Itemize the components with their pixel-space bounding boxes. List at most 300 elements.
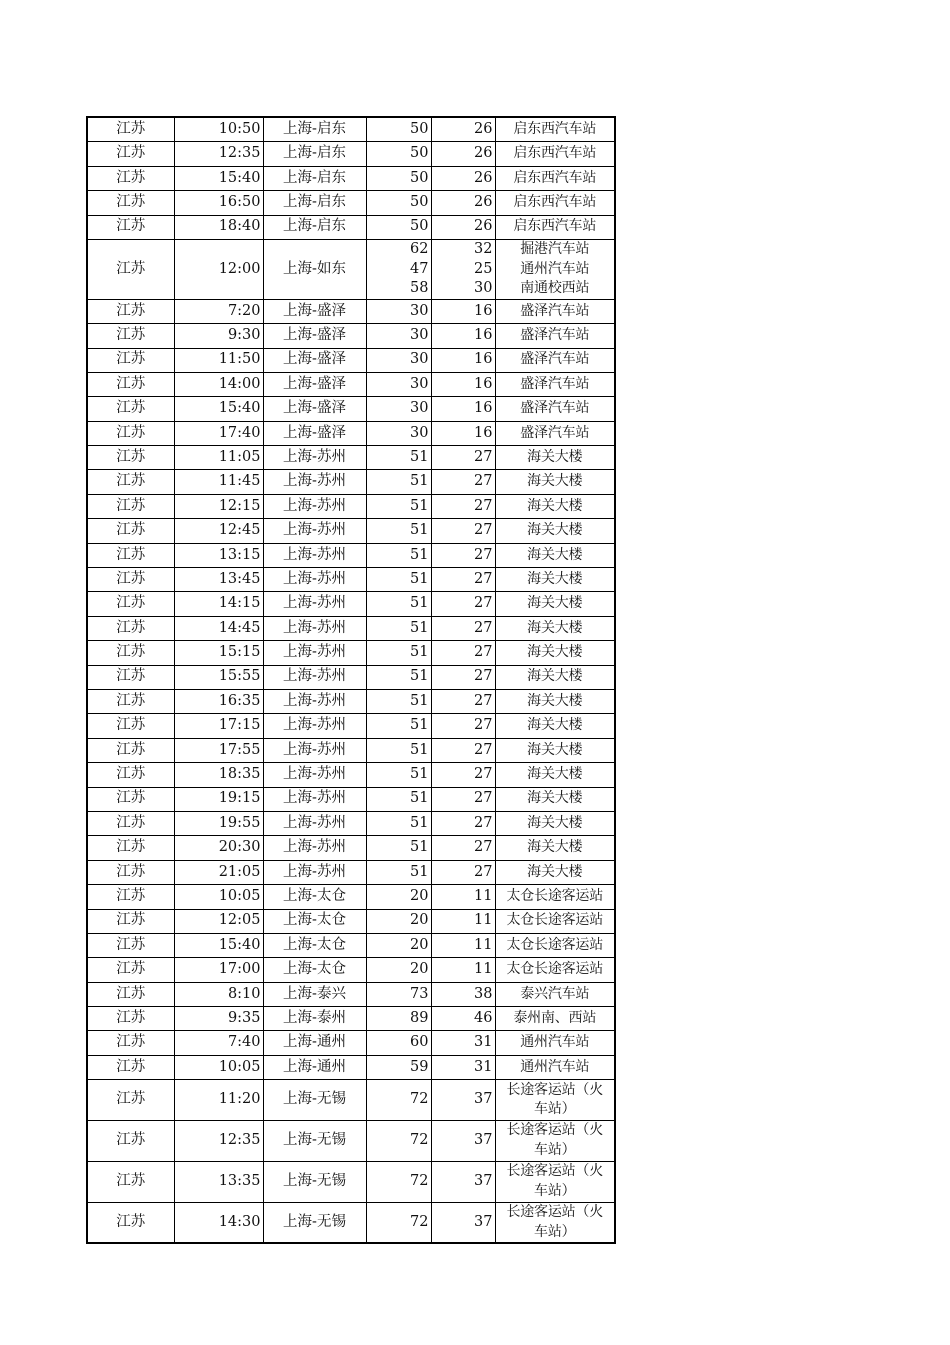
value-b-cell-line: 27	[474, 863, 493, 880]
value-a-cell-line: 51	[410, 839, 429, 856]
stop-cell-line: 盛泽汽车站	[520, 302, 590, 319]
value-a-cell	[366, 397, 431, 421]
value-a-cell-line: 51	[410, 692, 429, 709]
route-cell: 上海-苏州	[263, 860, 366, 884]
value-b-cell-line: 37	[474, 1172, 493, 1189]
province-cell: 江苏	[87, 239, 174, 299]
departure-time-cell: 21:05	[174, 860, 263, 884]
departure-time-cell: 14:45	[174, 616, 263, 640]
stop-cell	[495, 836, 615, 860]
table-row	[87, 738, 615, 762]
value-a-cell-line: 30	[410, 327, 429, 344]
value-b-cell	[431, 215, 495, 239]
province-cell: 江苏	[87, 885, 174, 909]
stop-cell	[495, 787, 615, 811]
route-cell: 上海-苏州	[263, 641, 366, 665]
value-a-cell-line: 60	[410, 1034, 429, 1051]
value-b-cell	[431, 494, 495, 518]
province-cell: 江苏	[87, 1007, 174, 1031]
stop-cell-line: 海关大楼	[527, 644, 583, 661]
value-b-cell	[431, 191, 495, 215]
value-b-cell	[431, 239, 495, 299]
route-cell: 上海-苏州	[263, 494, 366, 518]
value-b-cell	[431, 787, 495, 811]
value-b-cell-line: 30	[474, 280, 493, 297]
value-b-cell	[431, 641, 495, 665]
departure-time-cell: 11:05	[174, 446, 263, 470]
stop-cell-line: 海关大楼	[527, 717, 583, 734]
stop-cell	[495, 568, 615, 592]
value-b-cell-line: 26	[474, 194, 493, 211]
stop-cell	[495, 933, 615, 957]
route-cell: 上海-通州	[263, 1031, 366, 1055]
stop-cell-line: 海关大楼	[527, 595, 583, 612]
value-b-cell-line: 16	[474, 351, 493, 368]
value-a-cell-line: 51	[410, 497, 429, 514]
stop-cell-line: 启东西汽车站	[513, 145, 597, 162]
stop-cell	[495, 641, 615, 665]
province-cell: 江苏	[87, 641, 174, 665]
stop-cell	[495, 299, 615, 323]
province-cell: 江苏	[87, 568, 174, 592]
stop-cell	[495, 885, 615, 909]
departure-time-cell: 14:30	[174, 1202, 263, 1243]
stop-cell-line: 海关大楼	[527, 668, 583, 685]
departure-time-cell: 17:55	[174, 738, 263, 762]
value-b-cell-line: 27	[474, 790, 493, 807]
table-row	[87, 215, 615, 239]
province-cell: 江苏	[87, 191, 174, 215]
value-b-cell	[431, 348, 495, 372]
value-b-cell-line: 27	[474, 692, 493, 709]
province-cell: 江苏	[87, 1080, 174, 1121]
value-b-cell	[431, 592, 495, 616]
stop-cell	[495, 1080, 615, 1121]
value-a-cell-line: 62	[410, 240, 429, 257]
stop-cell	[495, 689, 615, 713]
value-b-cell-line: 11	[474, 888, 493, 904]
departure-time-cell: 18:40	[174, 215, 263, 239]
province-cell: 江苏	[87, 738, 174, 762]
stop-cell-line: 海关大楼	[527, 570, 583, 587]
table-row	[87, 543, 615, 567]
route-cell: 上海-苏州	[263, 519, 366, 543]
value-b-cell	[431, 142, 495, 166]
value-b-cell	[431, 616, 495, 640]
value-b-cell	[431, 446, 495, 470]
value-b-cell-line: 27	[474, 766, 493, 783]
value-a-cell	[366, 348, 431, 372]
value-b-cell-line: 46	[474, 1009, 493, 1026]
route-cell: 上海-苏州	[263, 811, 366, 835]
value-a-cell-line: 20	[410, 961, 429, 978]
value-a-cell	[366, 324, 431, 348]
table-row	[87, 519, 615, 543]
value-b-cell-line: 27	[474, 497, 493, 514]
value-a-cell-line: 50	[410, 120, 429, 137]
table-row	[87, 1007, 615, 1031]
value-a-cell-line: 30	[410, 302, 429, 319]
value-a-cell	[366, 117, 431, 142]
departure-time-cell: 10:05	[174, 1055, 263, 1079]
value-b-cell	[431, 933, 495, 957]
value-a-cell	[366, 811, 431, 835]
departure-time-cell: 12:35	[174, 142, 263, 166]
value-b-cell-line: 16	[474, 424, 493, 441]
route-cell: 上海-苏州	[263, 665, 366, 689]
value-b-cell-line: 38	[474, 985, 493, 1002]
value-b-cell-line: 31	[474, 1058, 493, 1075]
value-b-cell	[431, 909, 495, 933]
stop-cell-line: 海关大楼	[527, 790, 583, 807]
stop-cell	[495, 1121, 615, 1162]
stop-cell-line: 海关大楼	[527, 814, 583, 831]
value-a-cell-line: 47	[410, 260, 429, 277]
route-cell: 上海-盛泽	[263, 299, 366, 323]
province-cell: 江苏	[87, 421, 174, 445]
value-b-cell	[431, 836, 495, 860]
departure-time-cell: 14:15	[174, 592, 263, 616]
departure-time-cell: 12:05	[174, 909, 263, 933]
value-a-cell	[366, 568, 431, 592]
departure-time-cell: 7:20	[174, 299, 263, 323]
value-b-cell	[431, 117, 495, 142]
table-row	[87, 191, 615, 215]
departure-time-cell: 12:15	[174, 494, 263, 518]
stop-cell-line: 海关大楼	[527, 741, 583, 758]
value-a-cell	[366, 1080, 431, 1121]
schedule-body	[87, 117, 615, 1243]
table-row	[87, 446, 615, 470]
table-row	[87, 348, 615, 372]
value-b-cell	[431, 738, 495, 762]
value-b-cell	[431, 1161, 495, 1202]
value-a-cell-line: 51	[410, 448, 429, 465]
stop-cell-line: 海关大楼	[527, 619, 583, 636]
value-a-cell	[366, 909, 431, 933]
value-a-cell-line: 30	[410, 424, 429, 441]
value-a-cell-line: 51	[410, 644, 429, 661]
stop-cell-line: 长途客运站（火	[506, 1122, 604, 1139]
value-a-cell-line: 51	[410, 473, 429, 490]
value-a-cell-line: 51	[410, 619, 429, 636]
value-a-cell	[366, 958, 431, 982]
value-a-cell	[366, 372, 431, 396]
table-row	[87, 494, 615, 518]
stop-cell-line: 海关大楼	[527, 692, 583, 709]
value-a-cell-line: 30	[410, 375, 429, 392]
stop-cell-line: 长途客运站（火	[506, 1203, 604, 1220]
route-cell: 上海-苏州	[263, 738, 366, 762]
stop-cell-line: 南通校西站	[520, 280, 590, 297]
value-a-cell-line: 20	[410, 912, 429, 929]
value-b-cell	[431, 714, 495, 738]
value-b-cell	[431, 958, 495, 982]
province-cell: 江苏	[87, 372, 174, 396]
departure-time-cell: 12:45	[174, 519, 263, 543]
value-b-cell	[431, 470, 495, 494]
table-row	[87, 299, 615, 323]
value-b-cell	[431, 689, 495, 713]
value-b-cell	[431, 665, 495, 689]
value-a-cell-line: 51	[410, 741, 429, 758]
province-cell: 江苏	[87, 470, 174, 494]
table-row	[87, 1121, 615, 1162]
value-b-cell	[431, 885, 495, 909]
province-cell: 江苏	[87, 982, 174, 1006]
stop-cell-line: 海关大楼	[527, 448, 583, 465]
stop-cell	[495, 372, 615, 396]
route-cell: 上海-苏州	[263, 836, 366, 860]
value-a-cell	[366, 470, 431, 494]
value-a-cell	[366, 933, 431, 957]
value-a-cell	[366, 982, 431, 1006]
province-cell: 江苏	[87, 446, 174, 470]
value-b-cell-line: 27	[474, 839, 493, 856]
value-a-cell-line: 30	[410, 400, 429, 417]
stop-cell	[495, 1055, 615, 1079]
stop-cell	[495, 324, 615, 348]
value-a-cell-line: 51	[410, 570, 429, 587]
stop-cell-line: 泰兴汽车站	[520, 985, 590, 1002]
province-cell: 江苏	[87, 1031, 174, 1055]
route-cell: 上海-苏州	[263, 470, 366, 494]
route-cell: 上海-苏州	[263, 592, 366, 616]
stop-cell-line: 车站）	[534, 1101, 576, 1118]
stop-cell	[495, 909, 615, 933]
value-a-cell-line: 51	[410, 766, 429, 783]
stop-cell	[495, 763, 615, 787]
route-cell: 上海-苏州	[263, 543, 366, 567]
route-cell: 上海-苏州	[263, 714, 366, 738]
province-cell: 江苏	[87, 1121, 174, 1162]
stop-cell	[495, 117, 615, 142]
value-b-cell	[431, 1202, 495, 1243]
stop-cell-line: 海关大楼	[527, 522, 583, 539]
route-cell: 上海-苏州	[263, 689, 366, 713]
stop-cell	[495, 811, 615, 835]
province-cell: 江苏	[87, 494, 174, 518]
departure-time-cell: 16:50	[174, 191, 263, 215]
route-cell: 上海-苏州	[263, 787, 366, 811]
value-a-cell-line: 72	[410, 1172, 429, 1189]
departure-time-cell: 15:40	[174, 397, 263, 421]
value-b-cell-line: 37	[474, 1132, 493, 1149]
stop-cell-line: 太仓长途客运站	[506, 936, 604, 953]
province-cell: 江苏	[87, 1202, 174, 1243]
value-a-cell	[366, 885, 431, 909]
departure-time-cell: 8:10	[174, 982, 263, 1006]
province-cell: 江苏	[87, 215, 174, 239]
value-b-cell-line: 11	[474, 912, 493, 929]
value-b-cell	[431, 299, 495, 323]
route-cell: 上海-启东	[263, 142, 366, 166]
province-cell: 江苏	[87, 519, 174, 543]
province-cell: 江苏	[87, 836, 174, 860]
departure-time-cell: 17:15	[174, 714, 263, 738]
value-b-cell-line: 25	[474, 260, 493, 277]
province-cell: 江苏	[87, 397, 174, 421]
stop-cell	[495, 215, 615, 239]
stop-cell-line: 车站）	[534, 1141, 576, 1158]
value-b-cell-line: 31	[474, 1034, 493, 1051]
stop-cell-line: 海关大楼	[527, 497, 583, 514]
value-b-cell	[431, 166, 495, 190]
province-cell: 江苏	[87, 787, 174, 811]
province-cell: 江苏	[87, 909, 174, 933]
value-b-cell	[431, 519, 495, 543]
value-b-cell-line: 37	[474, 1213, 493, 1230]
table-row	[87, 958, 615, 982]
departure-time-cell: 11:20	[174, 1080, 263, 1121]
stop-cell-line: 通州汽车站	[520, 1034, 590, 1051]
route-cell: 上海-太仓	[263, 958, 366, 982]
province-cell: 江苏	[87, 299, 174, 323]
stop-cell	[495, 191, 615, 215]
stop-cell-line: 长途客运站（火	[506, 1163, 604, 1180]
value-a-cell-line: 50	[410, 169, 429, 186]
route-cell: 上海-通州	[263, 1055, 366, 1079]
stop-cell-line: 盛泽汽车站	[520, 327, 590, 344]
route-cell: 上海-苏州	[263, 616, 366, 640]
value-b-cell-line: 27	[474, 619, 493, 636]
value-a-cell-line: 51	[410, 668, 429, 685]
value-a-cell-line: 73	[410, 985, 429, 1002]
table-row	[87, 616, 615, 640]
route-cell: 上海-苏州	[263, 568, 366, 592]
stop-cell	[495, 348, 615, 372]
departure-time-cell: 13:45	[174, 568, 263, 592]
value-b-cell	[431, 421, 495, 445]
table-row	[87, 239, 615, 299]
departure-time-cell: 20:30	[174, 836, 263, 860]
value-b-cell	[431, 568, 495, 592]
stop-cell	[495, 470, 615, 494]
value-a-cell	[366, 299, 431, 323]
value-a-cell	[366, 641, 431, 665]
stop-cell-line: 长途客运站（火	[506, 1081, 604, 1098]
value-a-cell	[366, 616, 431, 640]
stop-cell	[495, 446, 615, 470]
value-a-cell-line: 50	[410, 218, 429, 235]
province-cell: 江苏	[87, 117, 174, 142]
value-b-cell	[431, 763, 495, 787]
table-row	[87, 909, 615, 933]
value-b-cell-line: 26	[474, 169, 493, 186]
province-cell: 江苏	[87, 933, 174, 957]
value-a-cell	[366, 1031, 431, 1055]
table-row	[87, 885, 615, 909]
stop-cell-line: 启东西汽车站	[513, 194, 597, 211]
route-cell: 上海-泰州	[263, 1007, 366, 1031]
value-a-cell-line: 51	[410, 814, 429, 831]
value-b-cell-line: 11	[474, 936, 493, 953]
route-cell: 上海-启东	[263, 166, 366, 190]
departure-time-cell: 14:00	[174, 372, 263, 396]
stop-cell-line: 海关大楼	[527, 473, 583, 490]
stop-cell-line: 盛泽汽车站	[520, 375, 590, 392]
value-b-cell-line: 16	[474, 400, 493, 417]
value-a-cell-line: 51	[410, 863, 429, 880]
value-a-cell	[366, 1007, 431, 1031]
province-cell: 江苏	[87, 142, 174, 166]
table-row	[87, 933, 615, 957]
table-row	[87, 641, 615, 665]
value-b-cell-line: 32	[474, 240, 493, 257]
value-a-cell	[366, 239, 431, 299]
value-a-cell	[366, 543, 431, 567]
route-cell: 上海-太仓	[263, 933, 366, 957]
stop-cell-line: 海关大楼	[527, 546, 583, 563]
value-a-cell-line: 51	[410, 522, 429, 539]
value-a-cell-line: 58	[410, 280, 429, 297]
value-b-cell-line: 27	[474, 570, 493, 587]
value-a-cell-line: 72	[410, 1091, 429, 1108]
value-b-cell	[431, 1031, 495, 1055]
value-a-cell	[366, 191, 431, 215]
value-a-cell-line: 50	[410, 145, 429, 162]
stop-cell	[495, 1202, 615, 1243]
route-cell: 上海-启东	[263, 191, 366, 215]
table-row	[87, 592, 615, 616]
table-row	[87, 860, 615, 884]
route-cell: 上海-盛泽	[263, 348, 366, 372]
table-row	[87, 1055, 615, 1079]
stop-cell-line: 盛泽汽车站	[520, 424, 590, 441]
departure-time-cell: 16:35	[174, 689, 263, 713]
stop-cell	[495, 1007, 615, 1031]
stop-cell-line: 通州汽车站	[520, 1058, 590, 1075]
stop-cell-line: 启东西汽车站	[513, 120, 597, 137]
value-a-cell	[366, 714, 431, 738]
stop-cell	[495, 397, 615, 421]
departure-time-cell: 17:40	[174, 421, 263, 445]
table-row	[87, 1202, 615, 1243]
value-a-cell-line: 72	[410, 1132, 429, 1149]
stop-cell	[495, 421, 615, 445]
table-row	[87, 372, 615, 396]
value-b-cell-line: 27	[474, 448, 493, 465]
value-a-cell	[366, 1121, 431, 1162]
value-b-cell-line: 27	[474, 595, 493, 612]
value-b-cell	[431, 372, 495, 396]
route-cell: 上海-启东	[263, 215, 366, 239]
value-a-cell-line: 30	[410, 351, 429, 368]
departure-time-cell: 9:35	[174, 1007, 263, 1031]
value-b-cell	[431, 860, 495, 884]
table-row	[87, 1031, 615, 1055]
departure-time-cell: 15:15	[174, 641, 263, 665]
value-b-cell-line: 16	[474, 302, 493, 319]
route-cell: 上海-苏州	[263, 446, 366, 470]
departure-time-cell: 11:50	[174, 348, 263, 372]
value-b-cell-line: 16	[474, 375, 493, 392]
table-row	[87, 836, 615, 860]
route-cell: 上海-无锡	[263, 1161, 366, 1202]
value-a-cell-line: 51	[410, 546, 429, 563]
value-a-cell	[366, 665, 431, 689]
stop-cell	[495, 738, 615, 762]
table-row	[87, 1161, 615, 1202]
departure-time-cell: 9:30	[174, 324, 263, 348]
province-cell: 江苏	[87, 665, 174, 689]
stop-cell-line: 海关大楼	[527, 863, 583, 880]
value-b-cell-line: 27	[474, 814, 493, 831]
province-cell: 江苏	[87, 324, 174, 348]
value-b-cell	[431, 811, 495, 835]
table-row	[87, 470, 615, 494]
departure-time-cell: 17:00	[174, 958, 263, 982]
